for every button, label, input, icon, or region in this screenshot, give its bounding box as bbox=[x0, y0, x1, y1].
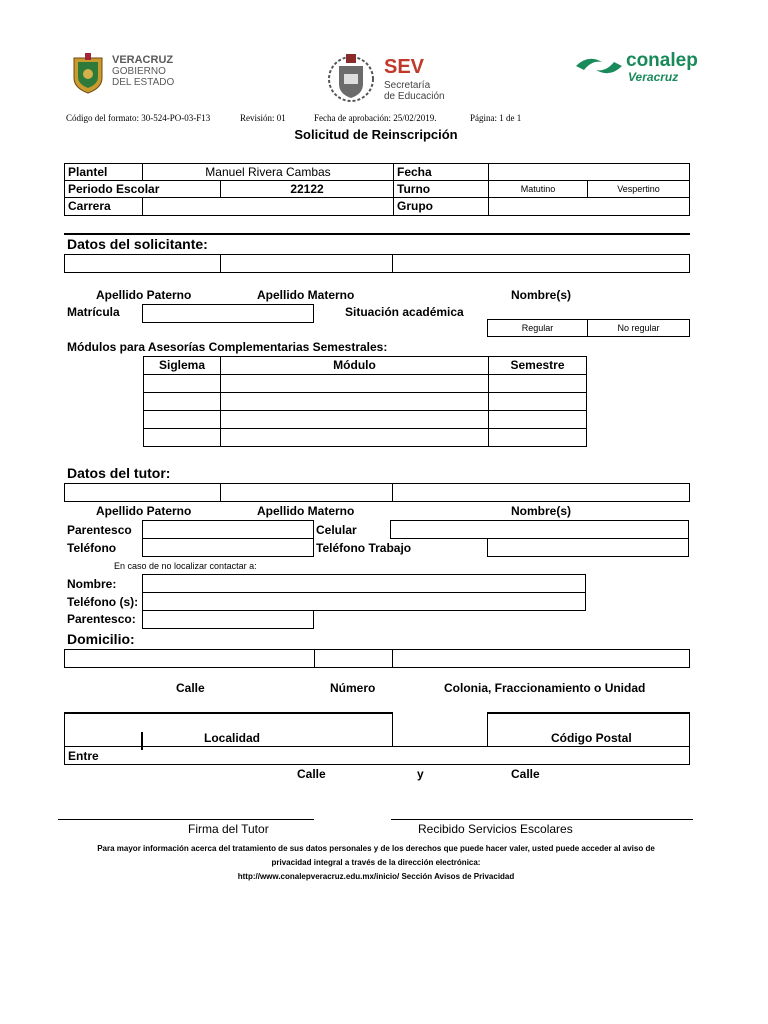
telefono-trabajo-label: Teléfono Trabajo bbox=[316, 541, 412, 555]
contacto-telefonos-field[interactable] bbox=[142, 592, 586, 611]
domicilio-colonia-label: Colonia, Fraccionamiento o Unidad bbox=[444, 681, 646, 695]
solicitante-ap-materno-field[interactable] bbox=[220, 254, 393, 273]
grupo-field[interactable] bbox=[488, 197, 690, 216]
table-col-divider bbox=[488, 374, 489, 447]
sev-line2: de Educación bbox=[384, 91, 445, 102]
parentesco-field[interactable] bbox=[142, 520, 314, 539]
sev-logo bbox=[326, 52, 456, 104]
telefono-field[interactable] bbox=[142, 538, 314, 557]
situacion-no-regular[interactable]: No regular bbox=[587, 319, 690, 337]
sev-abbr: SEV bbox=[384, 56, 425, 78]
no-localizar-note: En caso de no localizar contactar a: bbox=[114, 561, 257, 571]
turno-vespertino[interactable]: Vespertino bbox=[587, 180, 690, 198]
firma-servicios-label: Recibido Servicios Escolares bbox=[418, 822, 573, 836]
entre-label: Entre bbox=[68, 749, 99, 763]
tutor-nombres-label: Nombre(s) bbox=[511, 504, 572, 518]
grupo-label: Grupo bbox=[393, 197, 489, 216]
situacion-label: Situación académica bbox=[345, 305, 464, 319]
celular-field[interactable] bbox=[390, 520, 689, 539]
page-title: Solicitud de Reinscripción bbox=[294, 127, 458, 142]
carrera-label: Carrera bbox=[64, 197, 143, 216]
veracruz-logo-line1: VERACRUZ bbox=[112, 54, 174, 66]
solicitante-ap-materno-label: Apellido Materno bbox=[257, 288, 355, 302]
col-siglema: Siglema bbox=[143, 356, 221, 375]
col-modulo: Módulo bbox=[220, 356, 489, 375]
conalep-name: conalep bbox=[626, 50, 698, 71]
veracruz-logo-line3: DEL ESTADO bbox=[112, 77, 175, 88]
table-col-divider bbox=[220, 374, 221, 447]
tutor-nombres-field[interactable] bbox=[392, 483, 690, 502]
firma-tutor-label: Firma del Tutor bbox=[188, 822, 269, 836]
tutor-title: Datos del tutor: bbox=[67, 465, 171, 481]
table-row[interactable] bbox=[143, 392, 587, 411]
form-code: Código del formato: 30-524-PO-03-F13 bbox=[66, 113, 211, 123]
telefono-label: Teléfono bbox=[67, 541, 117, 555]
celular-label: Celular bbox=[316, 523, 357, 537]
turno-matutino[interactable]: Matutino bbox=[488, 180, 588, 198]
telefono-trabajo-field[interactable] bbox=[487, 538, 689, 557]
domicilio-numero-field[interactable] bbox=[314, 649, 393, 668]
solicitante-nombres-label: Nombre(s) bbox=[511, 288, 572, 302]
solicitante-ap-paterno-field[interactable] bbox=[64, 254, 221, 273]
conalep-sub: Veracruz bbox=[628, 70, 679, 84]
matricula-field[interactable] bbox=[142, 304, 314, 323]
periodo-value[interactable]: 22122 bbox=[220, 180, 394, 198]
fecha-label: Fecha bbox=[393, 163, 489, 181]
domicilio-calle-field[interactable] bbox=[64, 649, 315, 668]
table-row[interactable] bbox=[143, 410, 587, 429]
solicitante-title: Datos del solicitante: bbox=[67, 236, 208, 252]
fecha-field[interactable] bbox=[488, 163, 690, 181]
parentesco-label: Parentesco bbox=[67, 523, 132, 537]
entre-field[interactable] bbox=[64, 746, 690, 765]
entre-y-label: y bbox=[417, 767, 424, 781]
veracruz-logo bbox=[70, 52, 190, 94]
conalep-mark-icon bbox=[574, 52, 624, 82]
tutor-ap-paterno-field[interactable] bbox=[64, 483, 221, 502]
situacion-regular[interactable]: Regular bbox=[487, 319, 588, 337]
domicilio-title: Domicilio: bbox=[67, 631, 135, 647]
tutor-ap-materno-label: Apellido Materno bbox=[257, 504, 355, 518]
tutor-ap-paterno-label: Apellido Paterno bbox=[96, 504, 192, 518]
solicitante-nombres-field[interactable] bbox=[392, 254, 690, 273]
firma-tutor-line bbox=[58, 819, 314, 820]
plantel-label: Plantel bbox=[64, 163, 143, 181]
veracruz-logo-line2: GOBIERNO bbox=[112, 66, 166, 77]
localidad-label: Localidad bbox=[204, 731, 261, 745]
contacto-nombre-field[interactable] bbox=[142, 574, 586, 593]
form-revision: Revisión: 01 bbox=[240, 113, 286, 123]
plantel-value[interactable]: Manuel Rivera Cambas bbox=[142, 163, 394, 181]
table-row[interactable] bbox=[143, 374, 587, 393]
cp-label: Código Postal bbox=[551, 731, 632, 745]
domicilio-colonia-field[interactable] bbox=[392, 649, 690, 668]
form-approval-date: Fecha de aprobación: 25/02/2019. bbox=[314, 113, 437, 123]
veracruz-shield-icon bbox=[70, 52, 106, 94]
turno-label: Turno bbox=[393, 180, 489, 198]
contacto-parentesco-label: Parentesco: bbox=[67, 612, 136, 626]
privacy-note-line2: privacidad integral a través de la dirección electrónica: bbox=[271, 858, 481, 867]
sev-seal-icon bbox=[326, 52, 376, 104]
form-page: Página: 1 de 1 bbox=[470, 113, 522, 123]
entre-calle2-label: Calle bbox=[511, 767, 540, 781]
contacto-telefonos-label: Teléfono (s): bbox=[67, 595, 139, 609]
matricula-label: Matrícula bbox=[67, 305, 120, 319]
firma-servicios-line bbox=[391, 819, 693, 820]
modulos-title: Módulos para Asesorías Complementarias Semestrales: bbox=[67, 340, 388, 354]
solicitante-ap-paterno-label: Apellido Paterno bbox=[96, 288, 192, 302]
domicilio-numero-label: Número bbox=[330, 681, 376, 695]
entre-calle1-label: Calle bbox=[297, 767, 326, 781]
tutor-ap-materno-field[interactable] bbox=[220, 483, 393, 502]
contacto-parentesco-field[interactable] bbox=[142, 610, 314, 629]
col-semestre: Semestre bbox=[488, 356, 587, 375]
carrera-field[interactable] bbox=[142, 197, 394, 216]
section-divider bbox=[64, 233, 690, 235]
domicilio-calle-label: Calle bbox=[176, 681, 205, 695]
periodo-label: Periodo Escolar bbox=[64, 180, 221, 198]
table-row[interactable] bbox=[143, 428, 587, 447]
contacto-nombre-label: Nombre: bbox=[67, 577, 117, 591]
sev-line1: Secretaría bbox=[384, 80, 431, 91]
privacy-note-line3[interactable]: http://www.conalepveracruz.edu.mx/inicio/ Sección Avisos de Privacidad bbox=[237, 872, 515, 881]
conalep-logo bbox=[574, 50, 714, 86]
privacy-note-line1: Para mayor información acerca del tratamiento de sus datos personales y de los derechos que puede hacer valer, usted puede acceder al aviso de bbox=[97, 844, 655, 853]
